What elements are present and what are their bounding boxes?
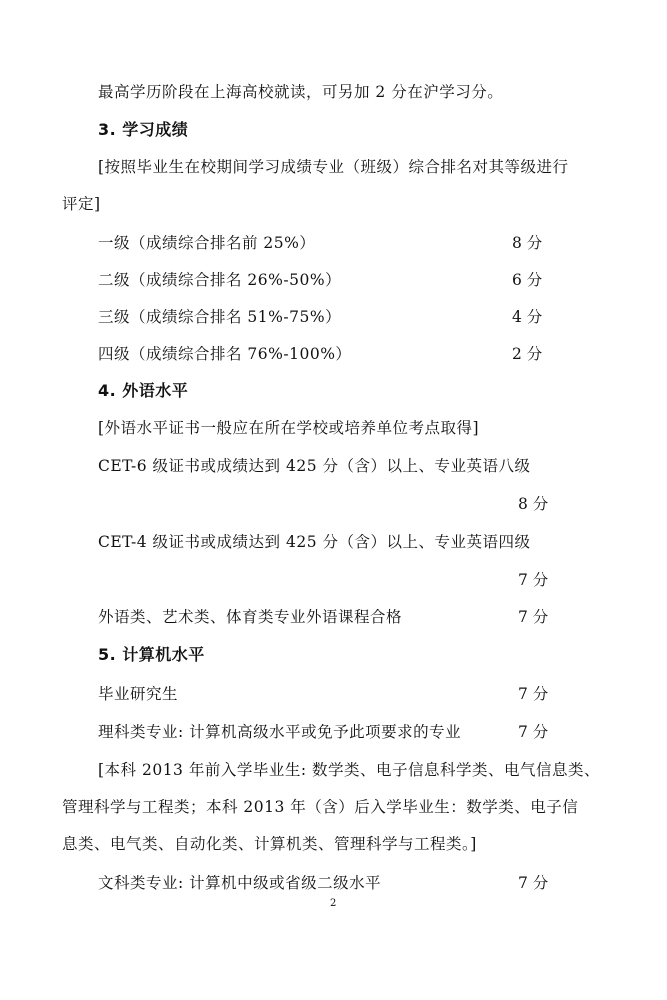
section-4-heading: 4. 外语水平 bbox=[98, 381, 189, 400]
section-5-note-line-3: 息类、电气类、自动化类、计算机类、管理科学与工程类。] bbox=[62, 835, 477, 853]
science-major-score: 7 分 bbox=[518, 723, 549, 741]
section-5-note-line-1: [本科 2013 年前入学毕业生: 数学类、电子信息科学类、电气信息类、 bbox=[98, 761, 600, 779]
foreign-major-label: 外语类、艺术类、体育类专业外语课程合格 bbox=[98, 608, 403, 626]
graduate-student-label: 毕业研究生 bbox=[98, 685, 179, 703]
section-4-note: [外语水平证书一般应在所在学校或培养单位考点取得] bbox=[98, 419, 480, 437]
page-number: 2 bbox=[330, 898, 337, 909]
arts-major-score: 7 分 bbox=[518, 874, 549, 892]
cet6-label: CET-6 级证书或成绩达到 425 分（含）以上、专业英语八级 bbox=[98, 457, 531, 475]
cet4-label: CET-4 级证书或成绩达到 425 分（含）以上、专业英语四级 bbox=[98, 533, 531, 551]
science-major-label: 理科类专业: 计算机高级水平或免予此项要求的专业 bbox=[98, 723, 462, 741]
graduate-student-score: 7 分 bbox=[518, 685, 549, 703]
grade-1-label: 一级（成绩综合排名前 25%） bbox=[98, 234, 316, 252]
section-3-note-line-2: 评定] bbox=[62, 195, 101, 213]
section-3-heading: 3. 学习成绩 bbox=[98, 120, 189, 139]
grade-1-score: 8 分 bbox=[512, 234, 543, 252]
foreign-major-score: 7 分 bbox=[518, 608, 549, 626]
cet6-score: 8 分 bbox=[518, 495, 549, 513]
bonus-points-note: 最高学历阶段在上海高校就读，可另加 2 分在沪学习分。 bbox=[98, 83, 504, 101]
section-5-heading: 5. 计算机水平 bbox=[98, 645, 205, 664]
grade-2-label: 二级（成绩综合排名 26%-50%） bbox=[98, 271, 342, 289]
section-3-note-line-1: [按照毕业生在校期间学习成绩专业（班级）综合排名对其等级进行 bbox=[98, 158, 569, 176]
grade-4-label: 四级（成绩综合排名 76%-100%） bbox=[98, 345, 352, 363]
cet4-score: 7 分 bbox=[518, 571, 549, 589]
grade-2-score: 6 分 bbox=[512, 271, 543, 289]
arts-major-label: 文科类专业: 计算机中级或省级二级水平 bbox=[98, 874, 382, 892]
grade-4-score: 2 分 bbox=[512, 345, 543, 363]
grade-3-score: 4 分 bbox=[512, 308, 543, 326]
grade-3-label: 三级（成绩综合排名 51%-75%） bbox=[98, 308, 342, 326]
section-5-note-line-2: 管理科学与工程类；本科 2013 年（含）后入学毕业生：数学类、电子信 bbox=[62, 798, 579, 816]
